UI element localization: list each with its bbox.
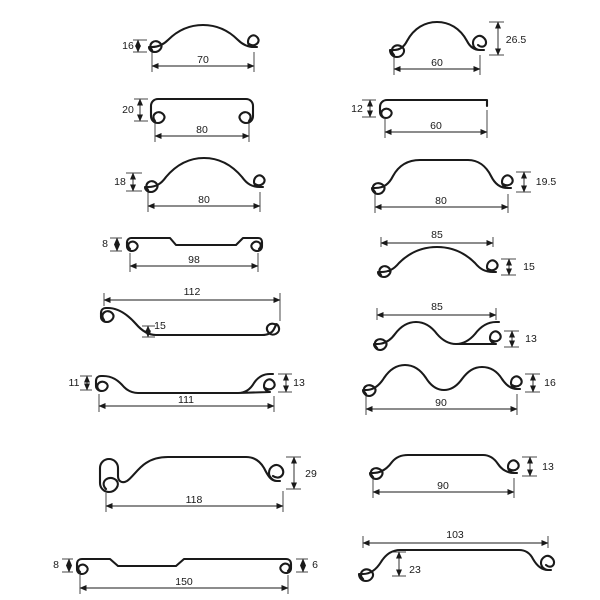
profile-p5 <box>114 158 264 212</box>
profile-p2 <box>390 22 526 75</box>
dim-p5-width: 80 <box>198 193 210 206</box>
profile-p15 <box>53 559 318 594</box>
profile-p7 <box>102 238 262 272</box>
dim-p15-height-right: 6 <box>312 558 318 571</box>
dim-p14-width: 90 <box>437 479 449 492</box>
dim-p16-width: 103 <box>446 528 464 541</box>
dim-p8-height: 15 <box>523 260 535 273</box>
dim-p12-height: 16 <box>544 376 556 389</box>
profile-p12 <box>363 365 556 415</box>
dim-p13-width: 118 <box>185 493 203 506</box>
profile-p3 <box>122 99 253 142</box>
dim-p11-height-right: 13 <box>293 376 305 389</box>
dim-p10-width: 85 <box>431 300 443 313</box>
profile-p14 <box>370 455 554 498</box>
profile-p10 <box>374 301 537 350</box>
dim-p8-width: 85 <box>431 228 443 241</box>
profile-p6 <box>372 160 556 213</box>
dim-p2-height: 26.5 <box>505 33 527 46</box>
dim-p10-height: 13 <box>525 332 537 345</box>
profile-p13 <box>100 457 317 512</box>
dim-p4-height: 12 <box>351 102 363 115</box>
dim-p12-width: 90 <box>435 396 447 409</box>
profile-p8 <box>378 229 535 277</box>
dim-p3-width: 80 <box>196 123 208 136</box>
dim-p15-width: 150 <box>175 575 193 588</box>
dim-p6-height: 19.5 <box>535 175 557 188</box>
dim-p9-width: 112 <box>183 285 201 298</box>
dim-p1-height: 16 <box>122 39 134 52</box>
profile-p11 <box>69 374 305 412</box>
dim-p4-width: 60 <box>430 119 442 132</box>
dim-p13-height: 29 <box>305 467 317 480</box>
dim-p9-height: 15 <box>154 319 166 332</box>
profile-p9 <box>101 286 280 337</box>
dim-p11-height-left: 11 <box>68 376 80 389</box>
dim-p7-width: 98 <box>188 253 200 266</box>
dim-p5-height: 18 <box>114 175 126 188</box>
profile-p4 <box>351 100 487 138</box>
dim-p14-height: 13 <box>542 460 554 473</box>
dim-p3-height: 20 <box>122 103 134 116</box>
profile-p16 <box>359 529 554 581</box>
dim-p6-width: 80 <box>435 194 447 207</box>
dim-p11-width: 111 <box>178 393 194 406</box>
dim-p1-width: 70 <box>197 53 209 66</box>
dim-p7-height: 8 <box>102 237 108 250</box>
profile-p1 <box>122 25 258 72</box>
dim-p2-width: 60 <box>431 56 443 69</box>
dim-p16-height: 23 <box>409 563 421 576</box>
dim-p15-height-left: 8 <box>53 558 59 571</box>
